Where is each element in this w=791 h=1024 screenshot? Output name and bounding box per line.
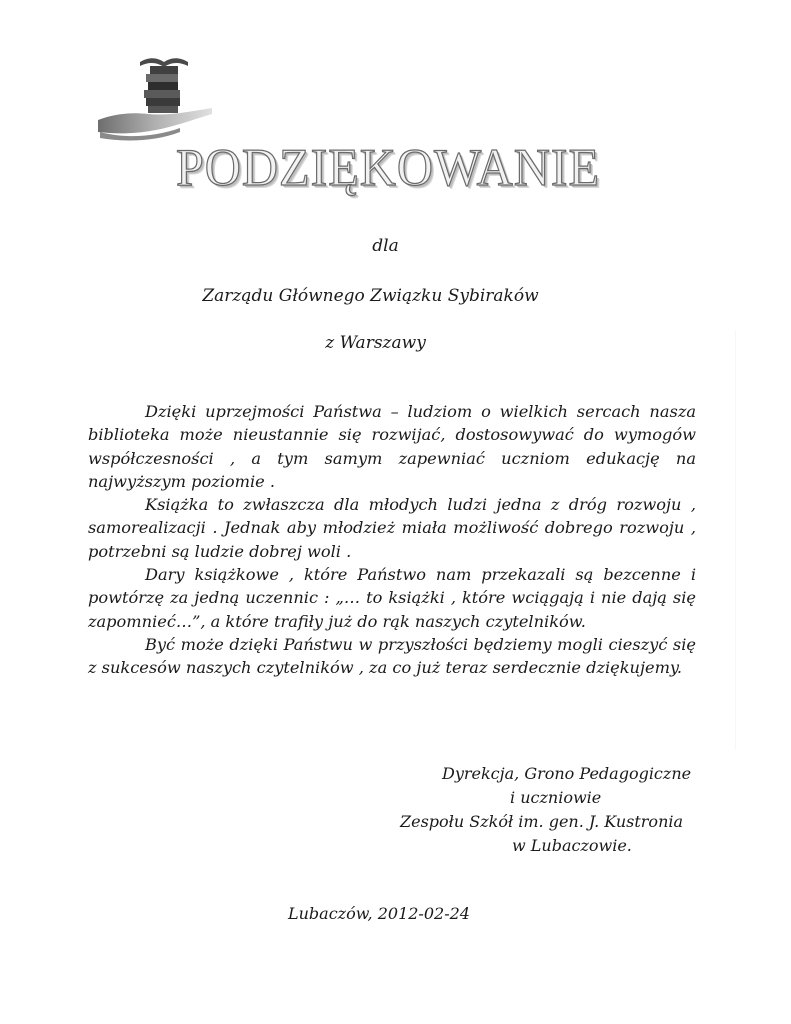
signature-line: Dyrekcja, Grono Pedagogiczne: [442, 764, 692, 783]
signature-line: w Lubaczowie.: [512, 836, 632, 855]
paper-fold-line: [735, 330, 736, 750]
recipient-name: Zarządu Głównego Związku Sybiraków: [202, 286, 539, 306]
place-date: Lubaczów, 2012-02-24: [288, 904, 470, 923]
recipient-prefix: dla: [372, 236, 399, 256]
signature-line: i uczniowie: [510, 788, 602, 807]
body-paragraph: Dzięki uprzejmości Państwa – ludziom o wielkich sercach nasza biblioteka może nieustannie się rozwijać, dostosowywać do wymogów współczesności , a tym samym zapewniać uczniom edukację na najwyższym poziomie .: [88, 402, 696, 491]
document-title: PODZIĘKOWANIE: [176, 137, 601, 197]
signature-block: [400, 762, 700, 858]
recipient-city: z Warszawy: [325, 333, 426, 353]
body-paragraph: Książka to zwłaszcza dla młodych ludzi jedna z dróg rozwoju , samorealizacji . Jednak aby młodzież miała możliwość dobrego rozwoju , potrzebni są ludzie dobrej woli .: [88, 495, 696, 561]
body-paragraph: Być może dzięki Państwu w przyszłości będziemy mogli cieszyć się z sukcesów naszych czytelników , za co już teraz serdecznie dziękujemy.: [88, 634, 696, 678]
signature-line: Zespołu Szkół im. gen. J. Kustronia: [400, 812, 684, 831]
body-paragraph: Dary książkowe , które Państwo nam przekazali są bezcenne i powtórzę za jedną uczennic : „… to książki , które wciągają i nie dają się zapomnieć…”, a które trafiły już do rąk naszych czytelników.: [88, 565, 696, 631]
hand-holding-books-icon: [96, 48, 214, 144]
letter-body: [88, 400, 696, 680]
